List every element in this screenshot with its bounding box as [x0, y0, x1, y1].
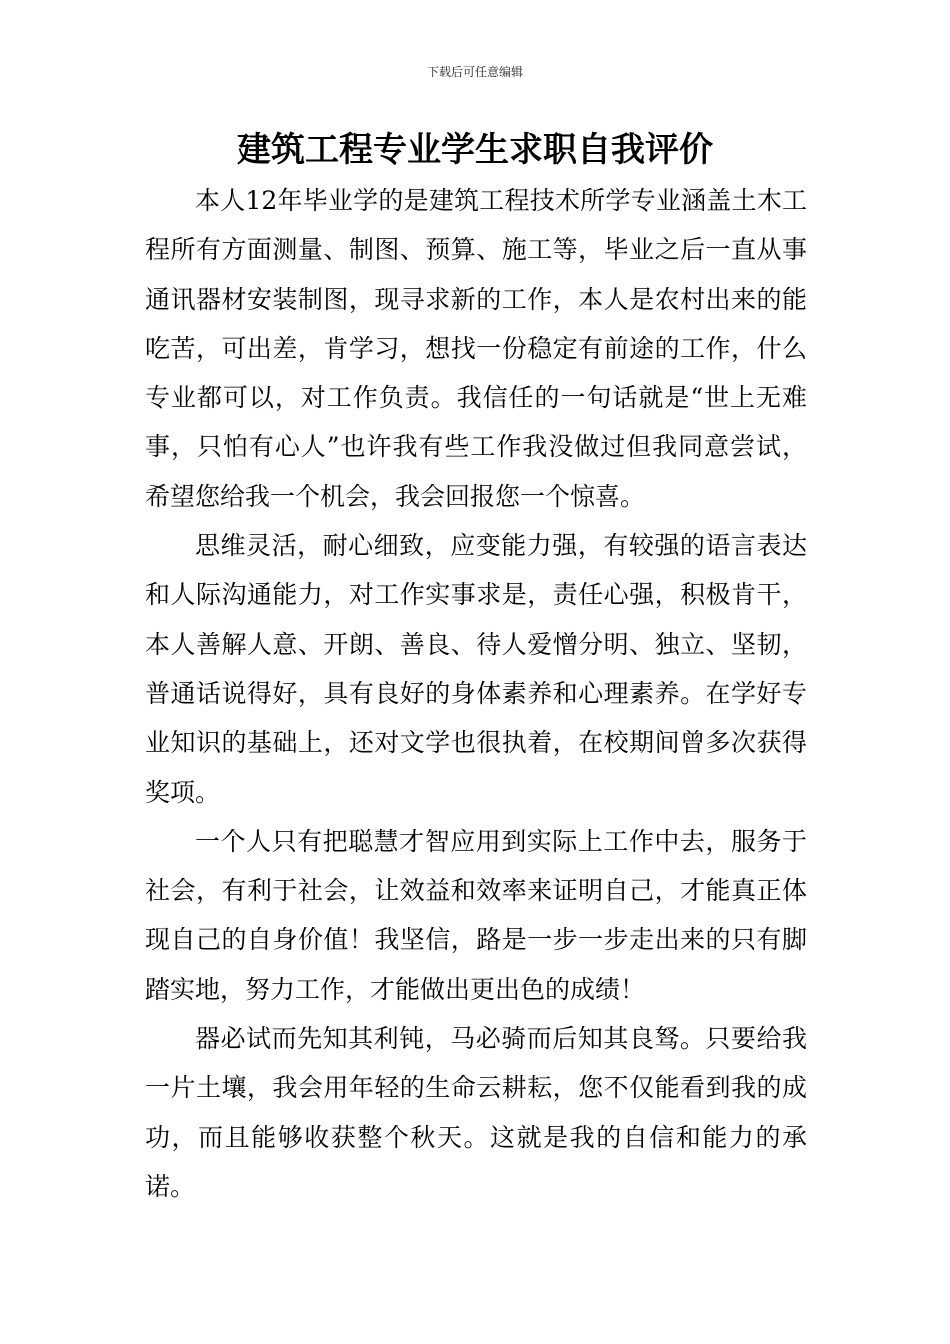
document-title: 建筑工程专业学生求职自我评价 — [237, 130, 713, 170]
document-body — [145, 176, 807, 1211]
paragraph-2: 思维灵活，耐心细致，应变能力强，有较强的语言表达和人际沟通能力，对工作实事求是，责任心强，积极肯干，本人善解人意、开朗、善良、待人爱憎分明、独立、坚韧，普通话说得好，具有良好的身体素养和心理素养。在学好专业知识的基础上，还对文学也很执着，在校期间曾多次获得奖项。 — [145, 531, 807, 807]
paragraph-3: 一个人只有把聪慧才智应用到实际上工作中去，服务于社会，有利于社会，让效益和效率来证明自己，才能真正体现自己的自身价值！我坚信，路是一步一步走出来的只有脚踏实地，努力工作，才能做出更出色的成绩！ — [145, 826, 807, 1004]
header-note: 下载后可任意编辑 — [426, 65, 523, 79]
paragraph-1: 本人12年毕业学的是建筑工程技术所学专业涵盖土木工程所有方面测量、制图、预算、施工等，毕业之后一直从事通讯器材安装制图，现寻求新的工作，本人是农村出来的能吃苦，可出差，肯学习，想找一份稳定有前途的工作，什么专业都可以，对工作负责。我信任的一句话就是“世上无难事，只怕有心人”也许我有些工作我没做过但我同意尝试，希望您给我一个机会，我会回报您一个惊喜。 — [145, 186, 807, 511]
paragraph-4: 器必试而先知其利钝，马必骑而后知其良驽。只要给我一片土壤，我会用年轻的生命云耕耘，您不仅能看到我的成功，而且能够收获整个秋天。这就是我的自信和能力的承诺。 — [145, 1024, 807, 1201]
